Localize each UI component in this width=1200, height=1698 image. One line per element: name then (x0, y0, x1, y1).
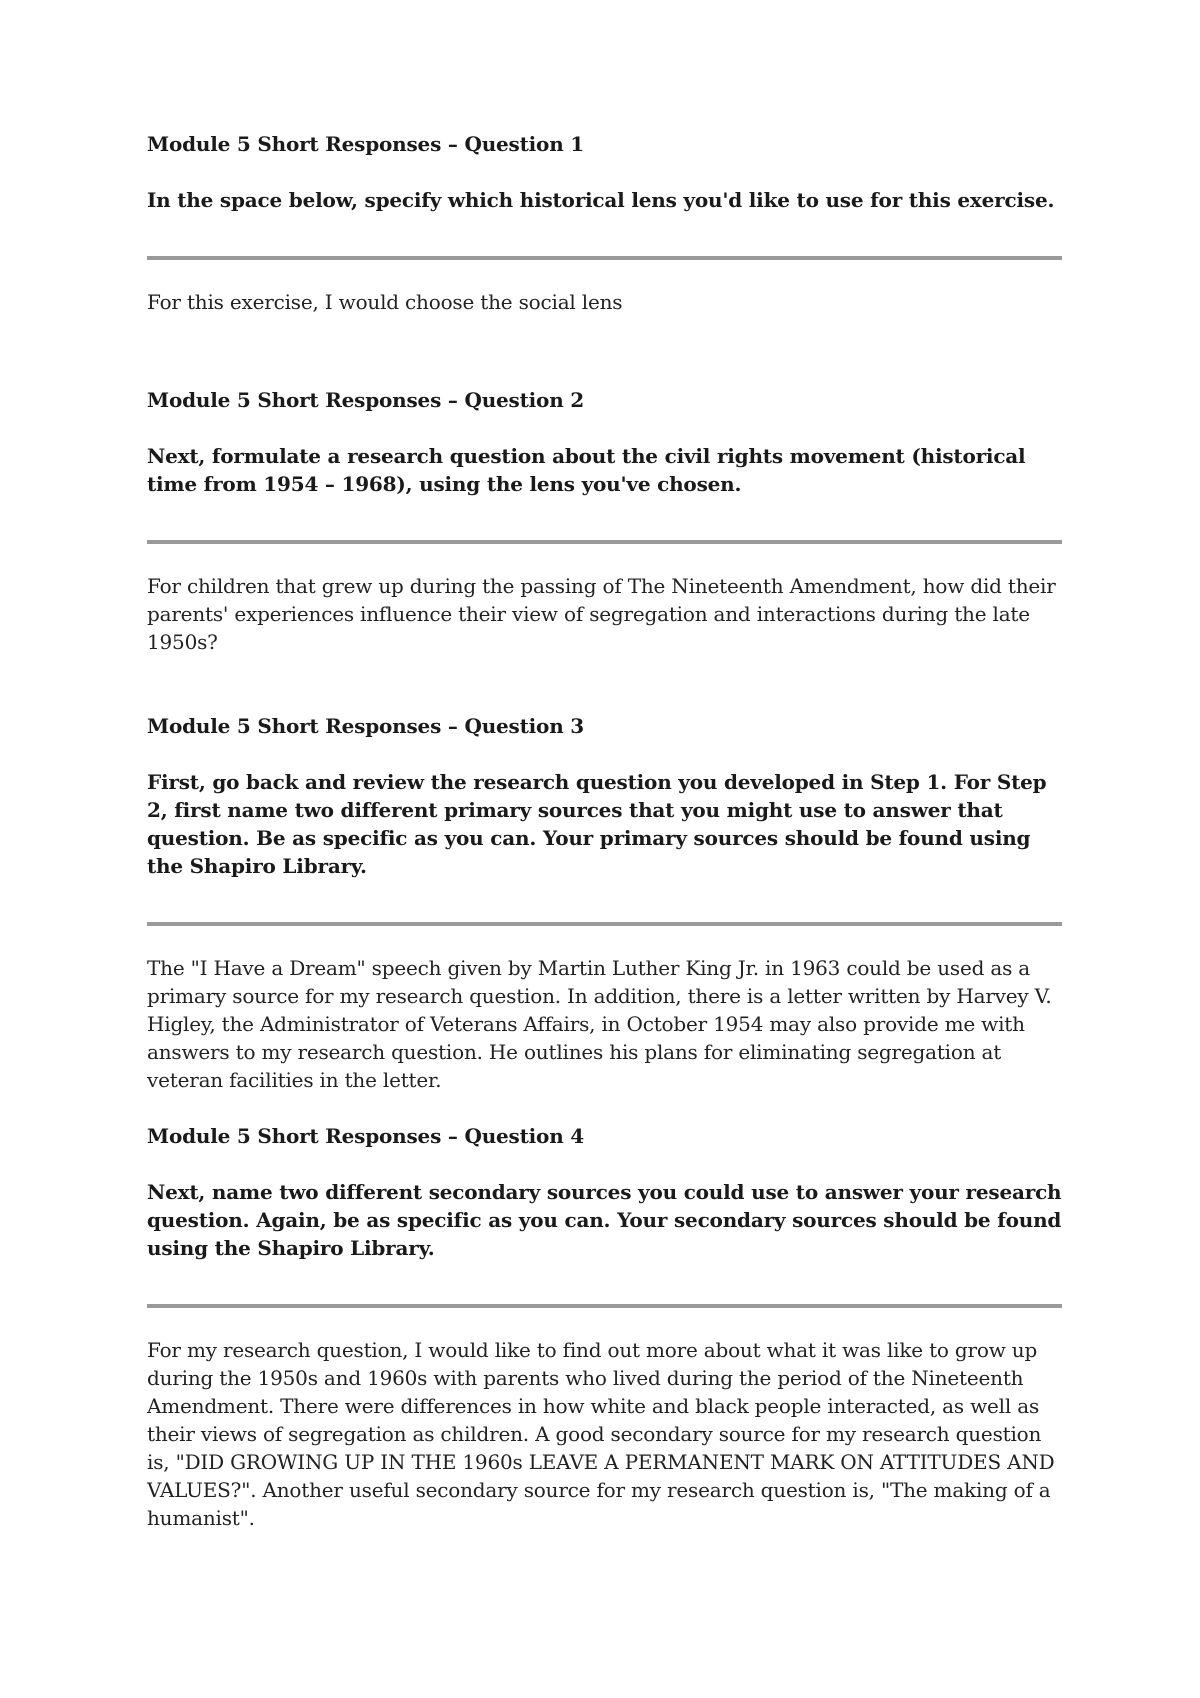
question-4-prompt: Next, name two different secondary sources you could use to answer your research question. Again, be as specific as you can. Your secondary sources should be found using the Shapiro Library. (147, 1180, 1062, 1260)
question-3-prompt: First, go back and review the research question you developed in Step 1. For Step 2, first name two different primary sources that you might use to answer that question. Be as specific as you can. Your primary sources should be found using the Shapiro Library. (147, 770, 1047, 878)
question-2-heading: Module 5 Short Responses – Question 2 (147, 388, 585, 412)
question-4-divider (147, 1304, 1062, 1308)
question-2-section (147, 386, 1062, 656)
question-2-divider (147, 540, 1062, 544)
question-1-section (147, 130, 1062, 316)
question-1-prompt: In the space below, specify which historical lens you'd like to use for this exercise. (147, 188, 1055, 212)
question-3-answer: The "I Have a Dream" speech given by Martin Luther King Jr. in 1963 could be used as a primary source for my research question. In addition, there is a letter written by Harvey V. Higley, the Administrator of Veterans Affairs, in October 1954 may also provide me with answers to my research question. He outlines his plans for eliminating segregation at veteran facilities in the letter. (147, 956, 1052, 1092)
question-4-heading: Module 5 Short Responses – Question 4 (147, 1124, 585, 1148)
question-3-heading: Module 5 Short Responses – Question 3 (147, 714, 585, 738)
question-3-divider (147, 922, 1062, 926)
question-4-answer: For my research question, I would like to find out more about what it was like to grow up during the 1950s and 1960s with parents who lived during the period of the Nineteenth Amendment. There were differences in how white and black people interacted, as well as their views of segregation as children. A good secondary source for my research question is, "DID GROWING UP IN THE 1960s LEAVE A PERMANENT MARK ON ATTITUDES AND VALUES?". Another useful secondary source for my research question is, "The making of a humanist". (147, 1338, 1055, 1530)
question-3-section (147, 712, 1062, 1094)
question-2-answer: For children that grew up during the passing of The Nineteenth Amendment, how did their parents' experiences influence their view of segregation and interactions during the late 1950s? (147, 574, 1056, 654)
question-2-prompt: Next, formulate a research question about the civil rights movement (historical time from 1954 – 1968), using the lens you've chosen. (147, 444, 1026, 496)
question-1-divider (147, 256, 1062, 260)
question-1-heading: Module 5 Short Responses – Question 1 (147, 132, 585, 156)
question-1-answer: For this exercise, I would choose the social lens (147, 290, 623, 314)
question-4-section (147, 1122, 1062, 1532)
